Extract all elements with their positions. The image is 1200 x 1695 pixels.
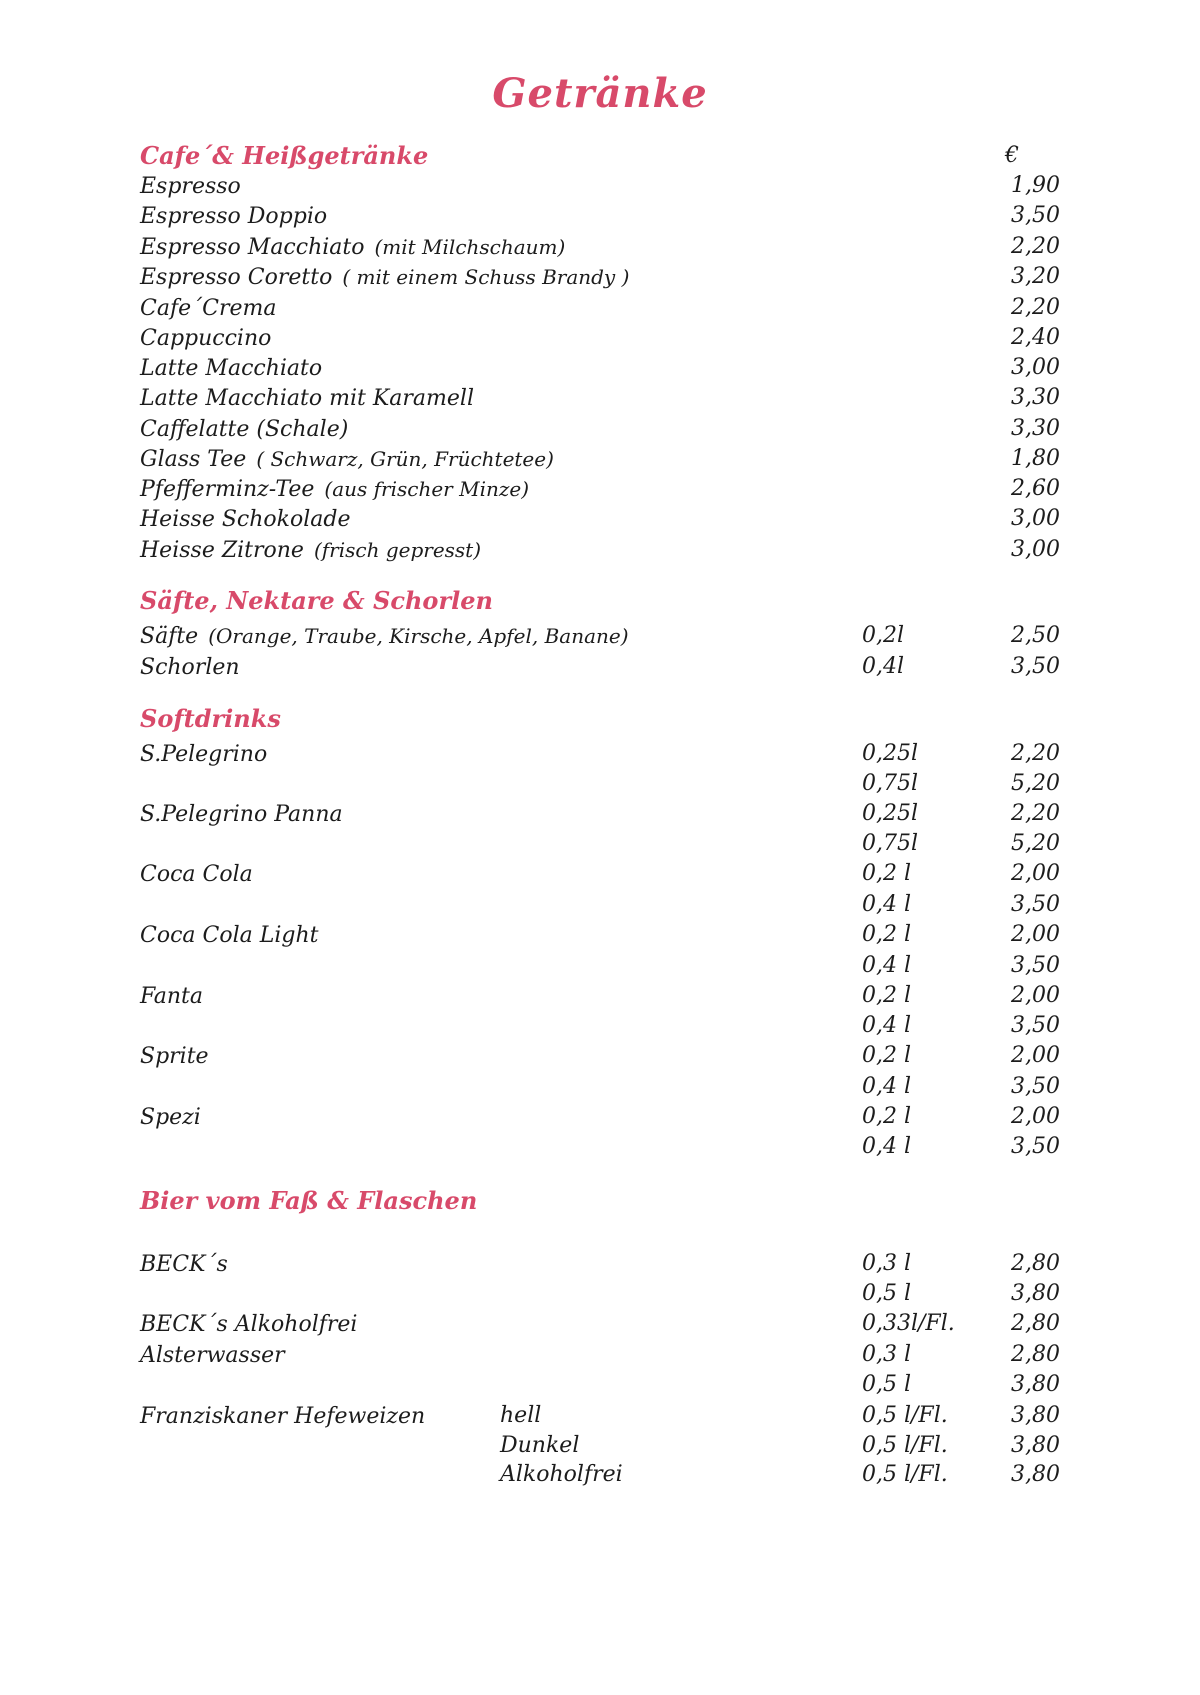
item-name-text: Espresso Macchiato bbox=[140, 235, 365, 260]
item-price: 3,00 bbox=[1011, 537, 1060, 562]
item-volume: 0,4 l bbox=[862, 953, 912, 978]
menu-item-row bbox=[140, 473, 1060, 505]
item-name bbox=[140, 919, 328, 952]
menu-item-row bbox=[140, 1071, 1060, 1103]
menu-item-row bbox=[140, 292, 1060, 324]
section-title: Cafe´& Heißgetränke bbox=[140, 141, 429, 170]
item-volume: 0,5 l bbox=[862, 1372, 912, 1397]
menu-item-row bbox=[140, 1010, 1060, 1042]
item-price: 3,00 bbox=[1011, 355, 1060, 380]
item-price: 1,80 bbox=[1011, 446, 1060, 471]
menu-item-row bbox=[140, 1369, 1060, 1401]
item-name bbox=[140, 768, 150, 801]
menu-item-row bbox=[140, 413, 1060, 445]
menu-item-row bbox=[140, 798, 1060, 830]
item-price: 2,80 bbox=[1011, 1251, 1060, 1276]
item-name-text: Heisse Schokolade bbox=[140, 507, 351, 532]
section-title: Softdrinks bbox=[140, 704, 281, 733]
item-name-text: Alsterwasser bbox=[140, 1343, 285, 1368]
item-name-text: S.Pelegrino Panna bbox=[140, 802, 343, 827]
menu-item-row bbox=[140, 1248, 1060, 1280]
item-name bbox=[140, 382, 484, 415]
item-price: 3,00 bbox=[1011, 506, 1060, 531]
menu-item-row bbox=[140, 382, 1060, 414]
menu-item-row bbox=[140, 200, 1060, 232]
item-price: 2,20 bbox=[1011, 801, 1060, 826]
menu-item-row bbox=[140, 980, 1060, 1012]
item-name bbox=[140, 1071, 150, 1104]
item-volume: 0,4 l bbox=[862, 1013, 912, 1038]
menu-item-row bbox=[140, 828, 1060, 860]
item-volume: 0,25l bbox=[862, 741, 919, 766]
item-volume: 0,2 l bbox=[862, 861, 912, 886]
item-price: 2,60 bbox=[1011, 476, 1060, 501]
item-price: 2,00 bbox=[1011, 861, 1060, 886]
section-title: Bier vom Faß & Flaschen bbox=[140, 1186, 478, 1215]
item-name bbox=[140, 231, 565, 264]
item-price: 2,80 bbox=[1011, 1342, 1060, 1367]
item-price: 3,30 bbox=[1011, 416, 1060, 441]
item-name bbox=[140, 261, 629, 294]
item-name bbox=[140, 1101, 211, 1134]
menu-item-row bbox=[140, 1040, 1060, 1072]
item-volume: 0,3 l bbox=[862, 1251, 912, 1276]
item-name bbox=[140, 1040, 219, 1073]
item-name bbox=[140, 738, 277, 771]
item-volume: 0,2l bbox=[862, 623, 905, 648]
item-name-text: Caffelatte (Schale) bbox=[140, 417, 349, 442]
item-volume: 0,33l/Fl. bbox=[862, 1311, 955, 1336]
item-name bbox=[140, 620, 629, 653]
item-price: 2,20 bbox=[1011, 234, 1060, 259]
item-price: 3,50 bbox=[1011, 203, 1060, 228]
menu-item-row bbox=[140, 858, 1060, 890]
item-price: 5,20 bbox=[1011, 831, 1060, 856]
menu-item-row bbox=[140, 889, 1060, 921]
item-price: 2,20 bbox=[1011, 295, 1060, 320]
menu-item-row bbox=[140, 738, 1060, 770]
item-price: 1,90 bbox=[1011, 173, 1060, 198]
page-title: Getränke bbox=[492, 70, 708, 117]
item-name bbox=[140, 1010, 150, 1043]
item-name-text: Pfefferminz-Tee bbox=[140, 477, 315, 502]
item-price: 5,20 bbox=[1011, 771, 1060, 796]
item-name bbox=[140, 170, 251, 203]
item-volume: 0,2 l bbox=[862, 983, 912, 1008]
item-price: 3,80 bbox=[1011, 1462, 1060, 1487]
item-price: 2,00 bbox=[1011, 1043, 1060, 1068]
item-price: 2,20 bbox=[1011, 741, 1060, 766]
item-volume: 0,4 l bbox=[862, 1074, 912, 1099]
item-volume: 0,2 l bbox=[862, 1104, 912, 1129]
item-name-text: Espresso bbox=[140, 174, 241, 199]
menu-item-row bbox=[140, 1459, 1060, 1491]
menu-item-row bbox=[140, 1400, 1060, 1432]
menu-item-row bbox=[140, 651, 1060, 683]
item-variant: hell bbox=[500, 1403, 542, 1428]
menu-item-row bbox=[140, 768, 1060, 800]
currency-symbol: € bbox=[1005, 143, 1019, 168]
section-title: Säfte, Nektare & Schorlen bbox=[140, 586, 493, 615]
item-name-text: Fanta bbox=[140, 984, 204, 1009]
item-price: 3,50 bbox=[1011, 1013, 1060, 1038]
item-name bbox=[140, 473, 529, 506]
item-name bbox=[140, 443, 554, 476]
menu-item-row bbox=[140, 1278, 1060, 1310]
menu-item-row bbox=[140, 1101, 1060, 1133]
menu-item-row bbox=[140, 231, 1060, 263]
item-volume: 0,75l bbox=[862, 771, 919, 796]
item-name-text: Spezi bbox=[140, 1105, 201, 1130]
item-name-text: Coca Cola bbox=[140, 862, 253, 887]
item-name-text: Heisse Zitrone bbox=[140, 538, 304, 563]
item-price: 3,30 bbox=[1011, 385, 1060, 410]
item-name-text: BECK´s Alkoholfrei bbox=[140, 1312, 358, 1337]
item-name bbox=[140, 503, 360, 536]
item-volume: 0,2 l bbox=[862, 1043, 912, 1068]
item-variant: Dunkel bbox=[500, 1433, 580, 1458]
item-name-text: Schorlen bbox=[140, 655, 240, 680]
item-name-text: BECK´s bbox=[140, 1252, 228, 1277]
item-price: 3,50 bbox=[1011, 892, 1060, 917]
item-name bbox=[140, 534, 481, 567]
menu-item-row bbox=[140, 1308, 1060, 1340]
item-price: 3,50 bbox=[1011, 1074, 1060, 1099]
item-volume: 0,5 l/Fl. bbox=[862, 1462, 948, 1487]
menu-item-row bbox=[140, 443, 1060, 475]
item-note: (frisch gepresst) bbox=[313, 538, 482, 562]
item-volume: 0,4l bbox=[862, 654, 905, 679]
item-price: 2,00 bbox=[1011, 983, 1060, 1008]
menu-item-row bbox=[140, 1430, 1060, 1462]
item-name-text: Latte Macchiato bbox=[140, 356, 323, 381]
item-name-text: Franziskaner Hefeweizen bbox=[140, 1404, 426, 1429]
item-volume: 0,2 l bbox=[862, 922, 912, 947]
item-volume: 0,75l bbox=[862, 831, 919, 856]
item-volume: 0,5 l/Fl. bbox=[862, 1403, 948, 1428]
item-name bbox=[140, 858, 263, 891]
item-price: 3,50 bbox=[1011, 953, 1060, 978]
menu-item-row bbox=[140, 919, 1060, 951]
menu-item-row bbox=[140, 534, 1060, 566]
item-price: 3,80 bbox=[1011, 1403, 1060, 1428]
item-note: (aus frischer Minze) bbox=[324, 477, 530, 501]
item-note: (Orange, Traube, Kirsche, Apfel, Banane) bbox=[208, 624, 629, 648]
menu-item-row bbox=[140, 950, 1060, 982]
item-price: 3,80 bbox=[1011, 1281, 1060, 1306]
item-price: 2,80 bbox=[1011, 1311, 1060, 1336]
item-name bbox=[140, 1459, 150, 1492]
menu-item-row bbox=[140, 503, 1060, 535]
item-price: 2,50 bbox=[1011, 623, 1060, 648]
item-name-text: Latte Macchiato mit Karamell bbox=[140, 386, 474, 411]
menu-item-row bbox=[140, 322, 1060, 354]
item-name bbox=[140, 889, 150, 922]
item-name bbox=[140, 1400, 435, 1433]
item-price: 3,80 bbox=[1011, 1372, 1060, 1397]
item-name-text: Coca Cola Light bbox=[140, 923, 319, 948]
item-variant: Alkoholfrei bbox=[500, 1462, 623, 1487]
item-price: 2,40 bbox=[1011, 325, 1060, 350]
item-note: ( mit einem Schuss Brandy ) bbox=[342, 265, 630, 289]
item-name-text: Espresso Doppio bbox=[140, 204, 328, 229]
item-volume: 0,4 l bbox=[862, 1134, 912, 1159]
item-name bbox=[140, 1131, 150, 1164]
item-name-text: S.Pelegrino bbox=[140, 742, 268, 767]
menu-item-row bbox=[140, 1339, 1060, 1371]
item-volume: 0,4 l bbox=[862, 892, 912, 917]
item-name bbox=[140, 200, 337, 233]
item-name-text: Säfte bbox=[140, 624, 199, 649]
item-name-text: Cafe´Crema bbox=[140, 296, 277, 321]
item-note: (mit Milchschaum) bbox=[374, 235, 566, 259]
item-name bbox=[140, 322, 281, 355]
item-volume: 0,3 l bbox=[862, 1342, 912, 1367]
item-price: 2,00 bbox=[1011, 1104, 1060, 1129]
item-name bbox=[140, 798, 353, 831]
item-name-text: Espresso Coretto bbox=[140, 265, 333, 290]
item-volume: 0,5 l bbox=[862, 1281, 912, 1306]
item-price: 3,50 bbox=[1011, 654, 1060, 679]
item-price: 3,20 bbox=[1011, 264, 1060, 289]
item-name bbox=[140, 1308, 367, 1341]
item-name bbox=[140, 413, 358, 446]
menu-item-row bbox=[140, 1131, 1060, 1163]
item-name bbox=[140, 292, 286, 325]
item-name bbox=[140, 1248, 238, 1281]
item-name-text: Glass Tee bbox=[140, 447, 247, 472]
item-price: 3,80 bbox=[1011, 1433, 1060, 1458]
item-volume: 0,5 l/Fl. bbox=[862, 1433, 948, 1458]
item-name bbox=[140, 1369, 150, 1402]
item-name-text: Sprite bbox=[140, 1044, 209, 1069]
menu-item-row bbox=[140, 352, 1060, 384]
item-name bbox=[140, 980, 213, 1013]
item-price: 2,00 bbox=[1011, 922, 1060, 947]
item-name bbox=[140, 828, 150, 861]
menu-item-row bbox=[140, 170, 1060, 202]
item-price: 3,50 bbox=[1011, 1134, 1060, 1159]
item-name bbox=[140, 1339, 295, 1372]
item-name bbox=[140, 1278, 150, 1311]
item-name bbox=[140, 352, 332, 385]
menu-item-row bbox=[140, 620, 1060, 652]
item-name-text: Cappuccino bbox=[140, 326, 272, 351]
item-note: ( Schwarz, Grün, Früchtetee) bbox=[256, 447, 554, 471]
item-name bbox=[140, 950, 150, 983]
item-volume: 0,25l bbox=[862, 801, 919, 826]
item-name bbox=[140, 651, 250, 684]
menu-item-row bbox=[140, 261, 1060, 293]
